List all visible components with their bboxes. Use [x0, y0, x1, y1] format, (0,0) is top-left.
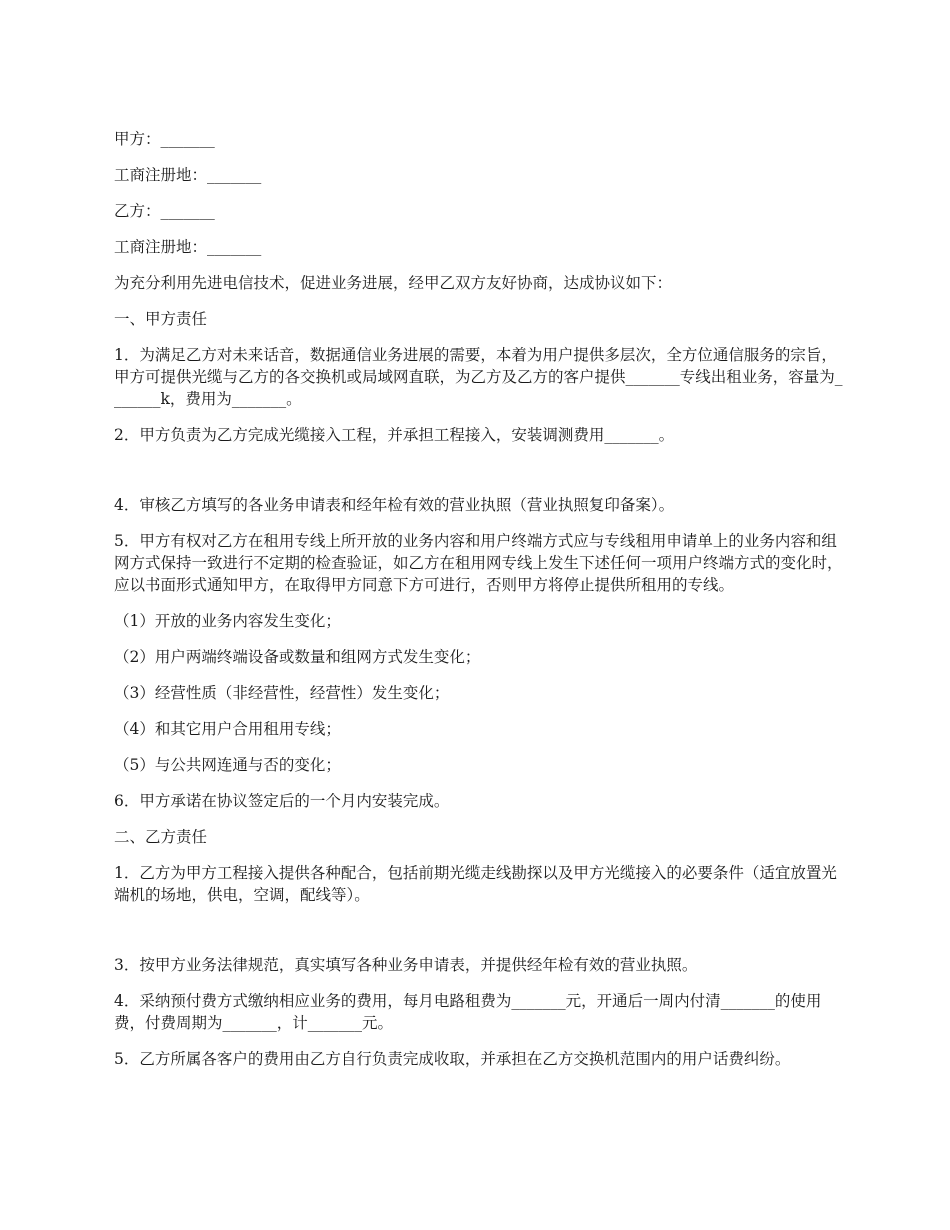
party-a-registration-line: 工商注册地：_______: [114, 166, 262, 184]
section-heading-party-a: 一、甲方责任: [114, 310, 208, 328]
clause-a5-item: （3）经营性质（非经营性，经营性）发生变化；: [114, 684, 450, 702]
party-a-line: 甲方：_______: [114, 130, 215, 148]
clause-b1: 1．乙方为甲方工程接入提供各种配合，包括前期光缆走线勘探以及甲方光缆接入的必要条件（适宜放置光端机的场地，供电，空调，配线等）。: [114, 864, 837, 904]
party-b-registration-line: 工商注册地：_______: [114, 238, 262, 256]
clause-b3: 3．按甲方业务法律规范，真实填写各种业务申请表，并提供经年检有效的营业执照。: [114, 956, 698, 974]
clause-a2: 2．甲方负责为乙方完成光缆接入工程，并承担工程接入，安装调测费用_______。: [114, 426, 675, 444]
section-heading-party-b: 二、乙方责任: [114, 828, 208, 846]
clause-b4: 4．采纳预付费方式缴纳相应业务的费用，每月电路租费为_______元，开通后一周内付清_______的使用费，付费周期为_______，计_______元。: [114, 992, 822, 1032]
clause-b5: 5．乙方所属各客户的费用由乙方自行负责完成收取，并承担在乙方交换机范围内的用户话费纠纷。: [114, 1050, 791, 1068]
clause-a6: 6．甲方承诺在协议签定后的一个月内安装完成。: [114, 792, 450, 810]
clause-a5-item: （1）开放的业务内容发生变化；: [114, 612, 341, 630]
party-b-line: 乙方：_______: [114, 202, 215, 220]
preamble: 为充分利用先进电信技术，促进业务进展，经甲乙双方友好协商，达成协议如下：: [114, 274, 673, 292]
clause-a4: 4．审核乙方填写的各业务申请表和经年检有效的营业执照（营业执照复印备案）。: [114, 496, 675, 514]
contract-document: [114, 128, 844, 1070]
clause-a1: 1．为满足乙方对未来话音，数据通信业务进展的需要，本着为用户提供多层次，全方位通信服务的宗旨，甲方可提供光缆与乙方的各交换机或局域网直联，为乙方及乙方的客户提供_______专线出租业务，容量为_______k，费用为_______。: [114, 346, 843, 408]
clause-a5-item: （5）与公共网连通与否的变化；: [114, 756, 341, 774]
clause-a5: 5．甲方有权对乙方在租用专线上所开放的业务内容和用户终端方式应与专线租用申请单上的业务内容和组网方式保持一致进行不定期的检查验证，如乙方在租用网专线上发生下述任何一项用户终端方式的变化时，应以书面形式通知甲方，在取得甲方同意下方可进行，否则甲方将停止提供所租用的专线。: [114, 532, 843, 594]
clause-a5-item: （2）用户两端终端设备或数量和组网方式发生变化；: [114, 648, 481, 666]
clause-a5-item: （4）和其它用户合用租用专线；: [114, 720, 341, 738]
